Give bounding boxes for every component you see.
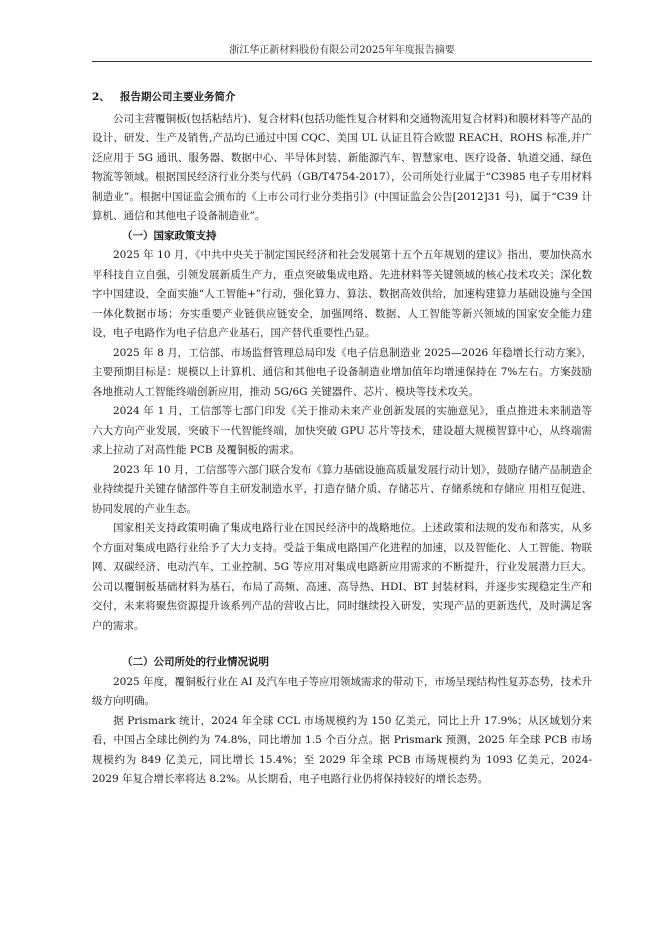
section-heading xyxy=(92,88,592,108)
spacer xyxy=(92,636,592,653)
policy-paragraph: 2025 年 10 月，《中共中央关于制定国民经济和社会发展第十五个五年规划的建议》指出，要加快高水平科技自立自强，引领发展新质生产力，重点突破集成电路、先进材料等关键领域的核心技术攻关；深化数字中国建设，全面实施“人工智能+”行动，强化算力、算法、数据高效供给，加速构建算力基础设施与全国一体化数据市场；夯实重要产业链供应链安全，加强网络、数据、人工智能等新兴领域的国家安全能力建设，电子电路作为电子信息产业基石，国产替代重要性凸显。 xyxy=(92,249,592,339)
policy-paragraph: 2024 年 1 月，工信部等七部门印发《关于推动未来产业创新发展的实施意见》，重点推进未来制造等六大方向产业发展，突破下一代智能终端，加快突破 GPU 芯片等技术，建设超大规模智算中心，从终端需求上拉动了对高性能 PCB 及覆铜板的需求。 xyxy=(92,405,592,456)
section-title: 报告期公司主要业务简介 xyxy=(120,91,236,103)
page-header: 浙江华正新材料股份有限公司2025年年度报告摘要 xyxy=(229,45,455,56)
industry-paragraph: 2025 年度，覆铜板行业在 AI 及汽车电子等应用领域需求的带动下，市场呈现结构性复苏态势，技术升级方向明确。 xyxy=(92,675,592,707)
industry-paragraph: 据 Prismark 统计，2024 年全球 CCL 市场规模约为 150 亿美元，同比上升 17.9%；从区域划分来看，中国占全球比例约为 74.8%，同比增加 1.5 个百分点。据 Prismark 预测，2025 年全球 PCB 市场规模约为 849 亿美元，同比增长 15.4%；至 2029 年全球 PCB 市场规模约为 1093 亿美元，2024-2029 年复合增长率将达 8.2%。从长期看，电子电路行业仍将保持较好的增长态势。 xyxy=(92,714,592,785)
intro-paragraph: 公司主营覆铜板(包括粘结片)、复合材料(包括功能性复合材料和交通物流用复合材料)和膜材料等产品的设计、研发、生产及销售,产品均已通过中国 CQC、美国 UL 认证且符合欧盟 REACH、ROHS 标准,并广泛应用于 5G 通讯、服务器、数据中心、半导体封装、新能源汽车、智慧家电、医疗设备、轨道交通、绿色物流等领域。根据国民经济行业分类与代码（GB/T4754-2017），公司所处行业属于“C3985 电子专用材料制造业”。根据中国证监会颁布的《上市公司行业分类指引》(中国证监会公告[2012]31 号)，属于“C39 计算机、通信和其他电子设备制造业”。 xyxy=(92,112,592,222)
header-divider xyxy=(92,61,592,62)
subsection-2-title: （二）公司所处的行业情况说明 xyxy=(122,656,269,668)
policy-paragraph: 国家相关支持政策明确了集成电路行业在国民经济中的战略地位。上述政策和法规的发布和落实，从多个方面对集成电路行业给予了大力支持。受益于集成电路国产化进程的加速，以及智能化、人工智能、物联网、双碳经济、电动汽车、工业控制、5G 等应用对集成电路新应用需求的不断提升，行业发展潜力巨大。公司以覆铜板基础材料为基石，布局了高频、高速、高导热、HDI、BT 封装材料，并逐步实现稳定生产和交付，未来将聚焦资源提升该系列产品的营收占比，同时继续投入研发，实现产品的更新迭代，及时满足客户的需求。 xyxy=(92,522,592,632)
section-number: 2、 xyxy=(92,91,110,103)
main-content xyxy=(92,88,592,790)
subsection-1-title: （一）国家政策支持 xyxy=(122,229,217,242)
policy-paragraph: 2023 年 10 月，工信部等六部门联合发布《算力基础设施高质量发展行动计划》，鼓励存储产品制造企业持续提升关键存储部件等自主研发制造水平，打造存储介质、存储芯片、存储系统和存储应 用相互促进、协同发展的产业生态。 xyxy=(92,463,592,515)
policy-paragraph: 2025 年 8 月，工信部、市场监督管理总局印发《电子信息制造业 2025—2026 年稳增长行动方案》，主要预期目标是：规模以上计算机、通信和其他电子设备制造业增加值年均增速保持在 7%左右。方案鼓励各地推动人工智能终端创新应用，推动 5G/6G 关键器件、芯片、模块等技术攻关。 xyxy=(92,346,592,398)
